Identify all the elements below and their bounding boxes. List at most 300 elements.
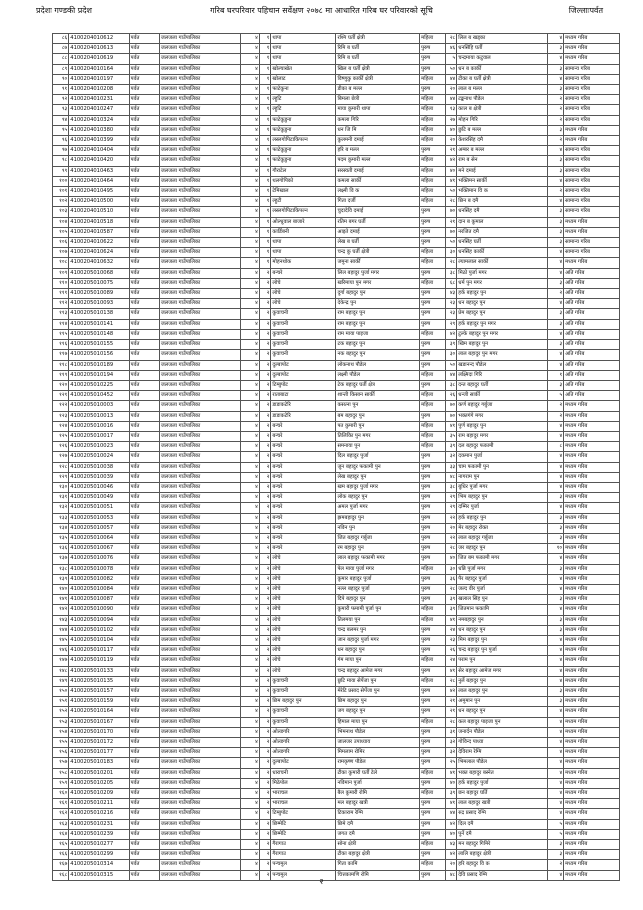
poverty-level-cell: मध्यम गरिब	[564, 656, 620, 666]
gender-cell: महिला	[420, 789, 446, 799]
father-name-cell: अमुमान पुन	[457, 697, 548, 707]
table-row	[53, 360, 620, 370]
family-size-cell: ४	[547, 778, 563, 788]
household-id-cell: 4100204010632	[69, 258, 129, 268]
survey-ward-cell: १	[259, 156, 271, 166]
head-name-cell: विष्णुकु कार्की क्षेत्री	[336, 74, 420, 84]
head-name-cell: लेख बहादुर पुन	[336, 472, 420, 482]
tole-cell: ल्हुटि	[271, 105, 336, 115]
tole-cell: लस्लगोपिटाकिपल्न	[271, 136, 336, 146]
table-row	[53, 799, 620, 809]
survey-ward-cell: २	[259, 595, 271, 605]
table-row	[53, 319, 620, 329]
age-cell: २७	[445, 115, 457, 125]
table-row	[53, 840, 620, 850]
gender-cell: पुरुष	[420, 146, 446, 156]
poverty-level-cell: मध्यम गरिब	[564, 584, 620, 594]
tole-cell: गैरागाउ	[271, 840, 336, 850]
district-cell: पर्वत	[129, 156, 159, 166]
family-size-cell: ४	[547, 146, 563, 156]
family-size-cell: ४	[547, 727, 563, 737]
gender-cell: महिला	[420, 95, 446, 105]
page-number: २	[319, 877, 324, 886]
ward-cell: ४	[241, 350, 260, 360]
municipality-cell: जलजला गाउँपालिका	[159, 778, 240, 788]
family-size-cell: ३	[547, 625, 563, 635]
tole-cell: छिम बहादुर पुन	[271, 697, 336, 707]
serial-cell: ११४	[53, 319, 69, 329]
household-id-cell: 4100205010133	[69, 666, 129, 676]
table-row	[53, 574, 620, 584]
household-id-cell: 4100205010167	[69, 717, 129, 727]
gender-cell: पुरुष	[420, 748, 446, 758]
serial-cell: ९६	[53, 136, 69, 146]
table-row	[53, 748, 620, 758]
survey-ward-cell: १	[259, 146, 271, 156]
father-name-cell: छन बहादुर घर्ति	[457, 789, 548, 799]
district-cell: पर्वत	[129, 605, 159, 615]
family-size-cell: २	[547, 401, 563, 411]
age-cell: ५०	[445, 187, 457, 197]
tole-cell: डाडाकटेरि	[271, 401, 336, 411]
ward-cell: ४	[241, 421, 260, 431]
gender-cell: पुरुष	[420, 309, 446, 319]
tole-cell: मिठेपोल	[271, 778, 336, 788]
district-cell: पर्वत	[129, 227, 159, 237]
serial-cell: १२९	[53, 472, 69, 482]
head-name-cell: पत कुमारी पुन	[336, 421, 420, 431]
ward-cell: ४	[241, 513, 260, 523]
head-name-cell: कुलमनी दमाई	[336, 136, 420, 146]
serial-cell: १५९	[53, 778, 69, 788]
table-row	[53, 564, 620, 574]
head-name-cell: माया कुमारी थापा	[336, 105, 420, 115]
tole-cell: कुवाचनी	[271, 309, 336, 319]
father-name-cell: लाल बहादुर पुन मगर	[457, 350, 548, 360]
table-row	[53, 738, 620, 748]
table-row	[53, 350, 620, 360]
head-name-cell: समनाया पुन	[336, 442, 420, 452]
survey-ward-cell: २	[259, 513, 271, 523]
age-cell: २०	[445, 860, 457, 870]
head-name-cell: कसत्ना पुन	[336, 401, 420, 411]
gender-cell: पुरुष	[420, 758, 446, 768]
ward-cell: ४	[241, 197, 260, 207]
tole-cell: पन्चमुल	[271, 870, 336, 880]
table-row	[53, 44, 620, 54]
family-size-cell: ४	[547, 54, 563, 64]
gender-cell: महिला	[420, 421, 446, 431]
household-id-cell: 4100205010024	[69, 452, 129, 462]
poverty-level-cell: सामान्य गरिब	[564, 166, 620, 176]
poverty-level-cell: मध्यम गरिब	[564, 870, 620, 880]
father-name-cell: मने दमाई	[457, 166, 548, 176]
municipality-cell: जलजला गाउँपालिका	[159, 115, 240, 125]
ward-cell: ४	[241, 595, 260, 605]
father-name-cell: केशरसिंह दमै	[457, 136, 548, 146]
age-cell: ७०	[445, 411, 457, 421]
household-id-cell: 4100205010067	[69, 544, 129, 554]
age-cell: ३९	[445, 442, 457, 452]
head-name-cell: अमल पुर्जा मगर	[336, 503, 420, 513]
gender-cell: पुरुष	[420, 268, 446, 278]
father-name-cell: नागराम पुन	[457, 472, 548, 482]
serial-cell: १४९	[53, 676, 69, 686]
tole-cell: बन्चरे	[271, 452, 336, 462]
district-cell: पर्वत	[129, 687, 159, 697]
head-name-cell: मेरेटि प्रसाद सेर्पेजा पुन	[336, 687, 420, 697]
gender-cell: पुरुष	[420, 687, 446, 697]
survey-ward-cell: २	[259, 789, 271, 799]
gender-cell: महिला	[420, 197, 446, 207]
serial-cell: १२०	[53, 380, 69, 390]
household-id-cell: 4100205010209	[69, 789, 129, 799]
poverty-level-cell: मध्यम गरिब	[564, 34, 620, 44]
poverty-level-cell: मध्यम गरिब	[564, 574, 620, 584]
head-name-cell: जान बहादुर पुर्जा मगर	[336, 635, 420, 645]
table-row	[53, 584, 620, 594]
age-cell: ४४	[445, 95, 457, 105]
household-id-cell: 4100205010314	[69, 860, 129, 870]
district-cell: पर्वत	[129, 809, 159, 819]
tole-cell: दुल्बापोट	[271, 370, 336, 380]
survey-ward-cell: २	[259, 860, 271, 870]
age-cell: ४१	[445, 176, 457, 186]
gender-cell: महिला	[420, 166, 446, 176]
father-name-cell: प्रेम बहादुर पुन	[457, 309, 548, 319]
municipality-cell: जलजला गाउँपालिका	[159, 574, 240, 584]
family-size-cell: ८	[547, 442, 563, 452]
gender-cell: महिला	[420, 278, 446, 288]
age-cell: ५०	[445, 360, 457, 370]
district-cell: पर्वत	[129, 391, 159, 401]
table-row	[53, 309, 620, 319]
tole-cell: खोलाट	[271, 74, 336, 84]
poverty-level-cell: मध्यम गरिब	[564, 799, 620, 809]
serial-cell: ११७	[53, 350, 69, 360]
gender-cell: पुरुष	[420, 738, 446, 748]
household-id-cell: 4100205010089	[69, 289, 129, 299]
tole-cell: बन्चरे	[271, 421, 336, 431]
household-id-cell: 4100205010094	[69, 615, 129, 625]
table-row	[53, 666, 620, 676]
survey-ward-cell: १	[259, 95, 271, 105]
gender-cell: पुरुष	[420, 799, 446, 809]
district-cell: पर्वत	[129, 646, 159, 656]
survey-ward-cell: २	[259, 717, 271, 727]
age-cell: २८	[445, 717, 457, 727]
municipality-cell: जलजला गाउँपालिका	[159, 146, 240, 156]
age-cell: ४०	[445, 829, 457, 839]
age-cell: २२	[445, 533, 457, 543]
tole-cell: थापा	[271, 238, 336, 248]
household-id-cell: 4100204010208	[69, 85, 129, 95]
household-id-cell: 4100205010023	[69, 442, 129, 452]
table-row	[53, 258, 620, 268]
poverty-level-cell: अति गरिब	[564, 289, 620, 299]
household-id-cell: 4100205010277	[69, 840, 129, 850]
household-id-cell: 4100205010084	[69, 584, 129, 594]
head-name-cell: भिमनाथ पौडेल	[336, 727, 420, 737]
father-name-cell: हरि बहादुर वि क	[457, 860, 548, 870]
family-size-cell: ३	[547, 533, 563, 543]
father-name-cell: धन बहादुर पुन	[457, 707, 548, 717]
survey-ward-cell: २	[259, 289, 271, 299]
serial-cell: १५७	[53, 758, 69, 768]
head-name-cell: बम बहादुर पुन	[336, 411, 420, 421]
ward-cell: ४	[241, 778, 260, 788]
household-id-cell: 4100205010075	[69, 278, 129, 288]
father-name-cell: कल बहादुर पाइजा पुन	[457, 717, 548, 727]
age-cell: ३२	[445, 748, 457, 758]
father-name-cell: लाल बहादुर खत्री	[457, 799, 548, 809]
father-name-cell: खलाल सिंह पुन	[457, 595, 548, 605]
table-row	[53, 462, 620, 472]
municipality-cell: जलजला गाउँपालिका	[159, 554, 240, 564]
tole-cell: ओल्डगरि	[271, 748, 336, 758]
household-id-cell: 4100205010068	[69, 268, 129, 278]
gender-cell: पुरुष	[420, 870, 446, 880]
district-cell: पर्वत	[129, 789, 159, 799]
municipality-cell: जलजला गाउँपालिका	[159, 584, 240, 594]
municipality-cell: जलजला गाउँपालिका	[159, 727, 240, 737]
survey-ward-cell: २	[259, 401, 271, 411]
household-id-cell: 4100205010452	[69, 391, 129, 401]
poverty-level-cell: मध्यम गरिब	[564, 635, 620, 645]
municipality-cell: जलजला गाउँपालिका	[159, 442, 240, 452]
survey-ward-cell: २	[259, 697, 271, 707]
ward-cell: ४	[241, 523, 260, 533]
municipality-cell: जलजला गाउँपालिका	[159, 64, 240, 74]
tole-cell: कुवाचनी	[271, 350, 336, 360]
gender-cell: पुरुष	[420, 299, 446, 309]
district-cell: पर्वत	[129, 697, 159, 707]
district-cell: पर्वत	[129, 554, 159, 564]
father-name-cell: अम्बर ब मल्ल	[457, 146, 548, 156]
ward-cell: ४	[241, 666, 260, 676]
household-id-cell: 4100205010189	[69, 360, 129, 370]
family-size-cell: ३	[547, 595, 563, 605]
serial-cell: १६६	[53, 850, 69, 860]
age-cell: २९	[445, 319, 457, 329]
survey-ward-cell: २	[259, 452, 271, 462]
district-cell: पर्वत	[129, 584, 159, 594]
age-cell: ४२	[445, 850, 457, 860]
father-name-cell: टीका ब घर्ती क्षेत्री	[457, 74, 548, 84]
age-cell: ३८	[445, 380, 457, 390]
survey-ward-cell: २	[259, 840, 271, 850]
tole-cell: लोचे	[271, 574, 336, 584]
district-cell: पर्वत	[129, 758, 159, 768]
head-name-cell: तिलिकिा पुन मगर	[336, 431, 420, 441]
ward-cell: ४	[241, 707, 260, 717]
ward-cell: ४	[241, 258, 260, 268]
tole-cell: लस्लगोपिटाकिपल्न	[271, 207, 336, 217]
poverty-level-cell: मध्यम गरिब	[564, 493, 620, 503]
father-name-cell: देवि प्रसाद रेग्मि	[457, 870, 548, 880]
serial-cell: ११८	[53, 360, 69, 370]
age-cell: ५०	[445, 64, 457, 74]
serial-cell: १५५	[53, 738, 69, 748]
municipality-cell: जलजला गाउँपालिका	[159, 625, 240, 635]
serial-cell: १२१	[53, 391, 69, 401]
family-size-cell: २	[547, 860, 563, 870]
district-cell: पर्वत	[129, 707, 159, 717]
survey-ward-cell: १	[259, 85, 271, 95]
poverty-level-cell: अति गरिब	[564, 278, 620, 288]
household-id-cell: 4100205010164	[69, 707, 129, 717]
gender-cell: पुरुष	[420, 452, 446, 462]
father-name-cell: भक्त बहादुर बस्नेत	[457, 768, 548, 778]
ward-cell: ४	[241, 268, 260, 278]
gender-cell: महिला	[420, 676, 446, 686]
poverty-level-cell: मध्यम गरिब	[564, 809, 620, 819]
household-id-cell: 4100204010197	[69, 74, 129, 84]
municipality-cell: जलजला गाउँपालिका	[159, 268, 240, 278]
household-id-cell: 4100205010159	[69, 697, 129, 707]
municipality-cell: जलजला गाउँपालिका	[159, 431, 240, 441]
father-name-cell: भक्तिमान वि क	[457, 187, 548, 197]
district-cell: पर्वत	[129, 564, 159, 574]
table-row	[53, 656, 620, 666]
head-name-cell: गिता कामि	[336, 860, 420, 870]
poverty-level-cell: मध्यम गरिब	[564, 676, 620, 686]
serial-cell: १०६	[53, 238, 69, 248]
ward-cell: ४	[241, 217, 260, 227]
head-name-cell: पेल माया पुर्जा मगर	[336, 564, 420, 574]
family-size-cell: ४	[547, 350, 563, 360]
poverty-level-cell: अति गरिब	[564, 340, 620, 350]
ward-cell: ४	[241, 503, 260, 513]
table-row	[53, 860, 620, 870]
age-cell: ३९	[445, 595, 457, 605]
municipality-cell: जलजला गाउँपालिका	[159, 829, 240, 839]
poverty-level-cell: सामान्य गरिब	[564, 207, 620, 217]
district-cell: पर्वत	[129, 656, 159, 666]
table-row	[53, 717, 620, 727]
municipality-cell: जलजला गाउँपालिका	[159, 54, 240, 64]
ward-cell: ४	[241, 85, 260, 95]
district-cell: पर्वत	[129, 717, 159, 727]
survey-ward-cell: २	[259, 380, 271, 390]
serial-cell: १४२	[53, 605, 69, 615]
gender-cell: पुरुष	[420, 503, 446, 513]
household-id-cell: 4100205010087	[69, 595, 129, 605]
table-row	[53, 289, 620, 299]
family-size-cell: ३	[547, 238, 563, 248]
serial-cell: १०७	[53, 248, 69, 258]
poverty-level-cell: मध्यम गरिब	[564, 54, 620, 64]
serial-cell: ९३	[53, 105, 69, 115]
poverty-level-cell: मध्यम गरिब	[564, 748, 620, 758]
poverty-level-cell: सामान्य गरिब	[564, 146, 620, 156]
father-name-cell: धर्म पुन मगर	[457, 278, 548, 288]
family-size-cell: ४	[547, 717, 563, 727]
ward-cell: ४	[241, 533, 260, 543]
father-name-cell: दम्मिर पुर्जा	[457, 503, 548, 513]
table-row	[53, 227, 620, 237]
serial-cell: १३०	[53, 482, 69, 492]
age-cell: २३	[445, 635, 457, 645]
ward-cell: ४	[241, 340, 260, 350]
family-size-cell: ४	[547, 666, 563, 676]
age-cell: ४३	[445, 840, 457, 850]
municipality-cell: जलजला गाउँपालिका	[159, 809, 240, 819]
municipality-cell: जलजला गाउँपालिका	[159, 176, 240, 186]
father-name-cell: हर्क बहादुर पुर्जा	[457, 778, 548, 788]
table-row	[53, 391, 620, 401]
municipality-cell: जलजला गाउँपालिका	[159, 482, 240, 492]
survey-ward-cell: २	[259, 442, 271, 452]
municipality-cell: जलजला गाउँपालिका	[159, 258, 240, 268]
household-id-cell: 4100205010119	[69, 656, 129, 666]
household-id-cell: 4100205010049	[69, 493, 129, 503]
family-size-cell: ४	[547, 676, 563, 686]
head-name-cell: दुर्गा बहादुर पुन	[336, 289, 420, 299]
gender-cell: महिला	[420, 115, 446, 125]
survey-ward-cell: २	[259, 472, 271, 482]
survey-ward-cell: २	[259, 819, 271, 829]
poverty-level-cell: अति गरिब	[564, 360, 620, 370]
household-id-cell: 4100204010518	[69, 217, 129, 227]
district-cell: पर्वत	[129, 472, 159, 482]
ward-cell: ४	[241, 95, 260, 105]
family-size-cell: ४	[547, 482, 563, 492]
age-cell: २४	[445, 656, 457, 666]
ward-cell: ४	[241, 105, 260, 115]
family-size-cell: ३	[547, 523, 563, 533]
tole-cell: लोचे	[271, 584, 336, 594]
table-row	[53, 829, 620, 839]
survey-ward-cell: १	[259, 207, 271, 217]
ward-cell: ४	[241, 850, 260, 860]
tole-cell: थापा	[271, 54, 336, 64]
tole-cell: कुवाचनी	[271, 340, 336, 350]
gender-cell: पुरुष	[420, 411, 446, 421]
table-row	[53, 472, 620, 482]
father-name-cell: चाम फकामी पुन	[457, 462, 548, 472]
district-cell: पर्वत	[129, 635, 159, 645]
age-cell: ३३	[445, 462, 457, 472]
family-size-cell: ३	[547, 85, 563, 95]
serial-cell: ११५	[53, 329, 69, 339]
head-name-cell: नविमान पुर्जा	[336, 778, 420, 788]
father-name-cell: जल्द वीर पुर्जा	[457, 584, 548, 594]
ward-cell: ४	[241, 360, 260, 370]
serial-cell: ११२	[53, 299, 69, 309]
father-name-cell: धनसिंहि घर्ती	[457, 44, 548, 54]
head-name-cell: टक बहादुर पुन	[336, 340, 420, 350]
family-size-cell: ४	[547, 789, 563, 799]
table-row	[53, 64, 620, 74]
ward-cell: ४	[241, 554, 260, 564]
household-id-cell: 4100205010093	[69, 299, 129, 309]
head-name-cell: चन्द्र कु घर्ती क्षेत्री	[336, 248, 420, 258]
father-name-cell: जित बम फकामी मगर	[457, 554, 548, 564]
survey-ward-cell: २	[259, 554, 271, 564]
gender-cell: पुरुष	[420, 360, 446, 370]
tole-cell: बन्चरे	[271, 533, 336, 543]
table-row	[53, 278, 620, 288]
father-name-cell: जितमान फकामि	[457, 605, 548, 615]
father-name-cell: धन्जी सार्की	[457, 391, 548, 401]
household-id-cell: 4100204010612	[69, 34, 129, 44]
poverty-level-cell: अति गरिब	[564, 329, 620, 339]
tole-cell: बन्चरे	[271, 462, 336, 472]
gender-cell: पुरुष	[420, 513, 446, 523]
district-cell: पर्वत	[129, 278, 159, 288]
household-id-cell: 4100204010495	[69, 187, 129, 197]
